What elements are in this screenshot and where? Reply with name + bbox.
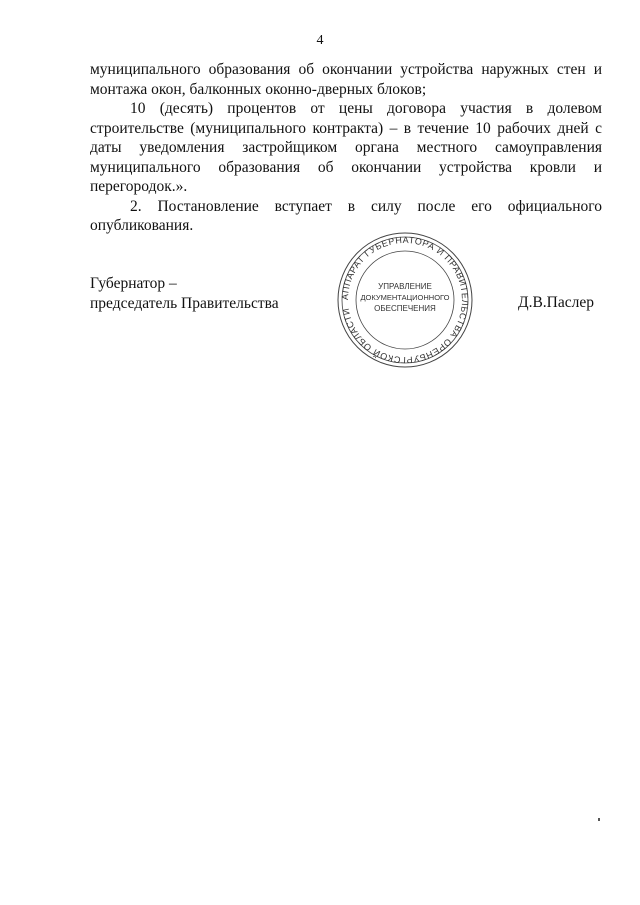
paragraph-ten-percent: 10 (десять) процентов от цены договора участия в долевом строительстве (муниципального контракта) – в течение 10 рабочих дней с даты уведомления застройщиком органа местного самоуправления муниципального образования об окончании устройства кровли и перегородок.».	[90, 100, 602, 195]
seal-outer-text: АППАРАТ ГУБЕРНАТОРА И ПРАВИТЕЛЬСТВА ОРЕНБУРГСКОЙ ОБЛАСТИ	[339, 234, 471, 366]
official-seal-stamp	[335, 230, 475, 370]
seal-center-line-2: ДОКУМЕНТАЦИОННОГО	[360, 293, 450, 302]
seal-center-line-1: УПРАВЛЕНИЕ	[378, 282, 432, 291]
page-number: 4	[316, 33, 324, 48]
seal-center-line-3: ОБЕСПЕЧЕНИЯ	[374, 304, 436, 313]
scan-speck	[598, 818, 600, 821]
document-body	[90, 60, 602, 236]
signature-role-line-1: Губернатор –	[90, 275, 177, 292]
paragraph-entry-into-force: 2. Постановление вступает в силу после его официального опубликования.	[90, 197, 602, 234]
signature-role	[90, 274, 279, 313]
signature-role-line-2: председатель Правительства	[90, 294, 279, 312]
signature-name: Д.В.Паслер	[518, 294, 594, 311]
paragraph-continuation: муниципального образования об окончании устройства наружных стен и монтажа окон, балконных оконно-дверных блоков;	[90, 61, 602, 98]
